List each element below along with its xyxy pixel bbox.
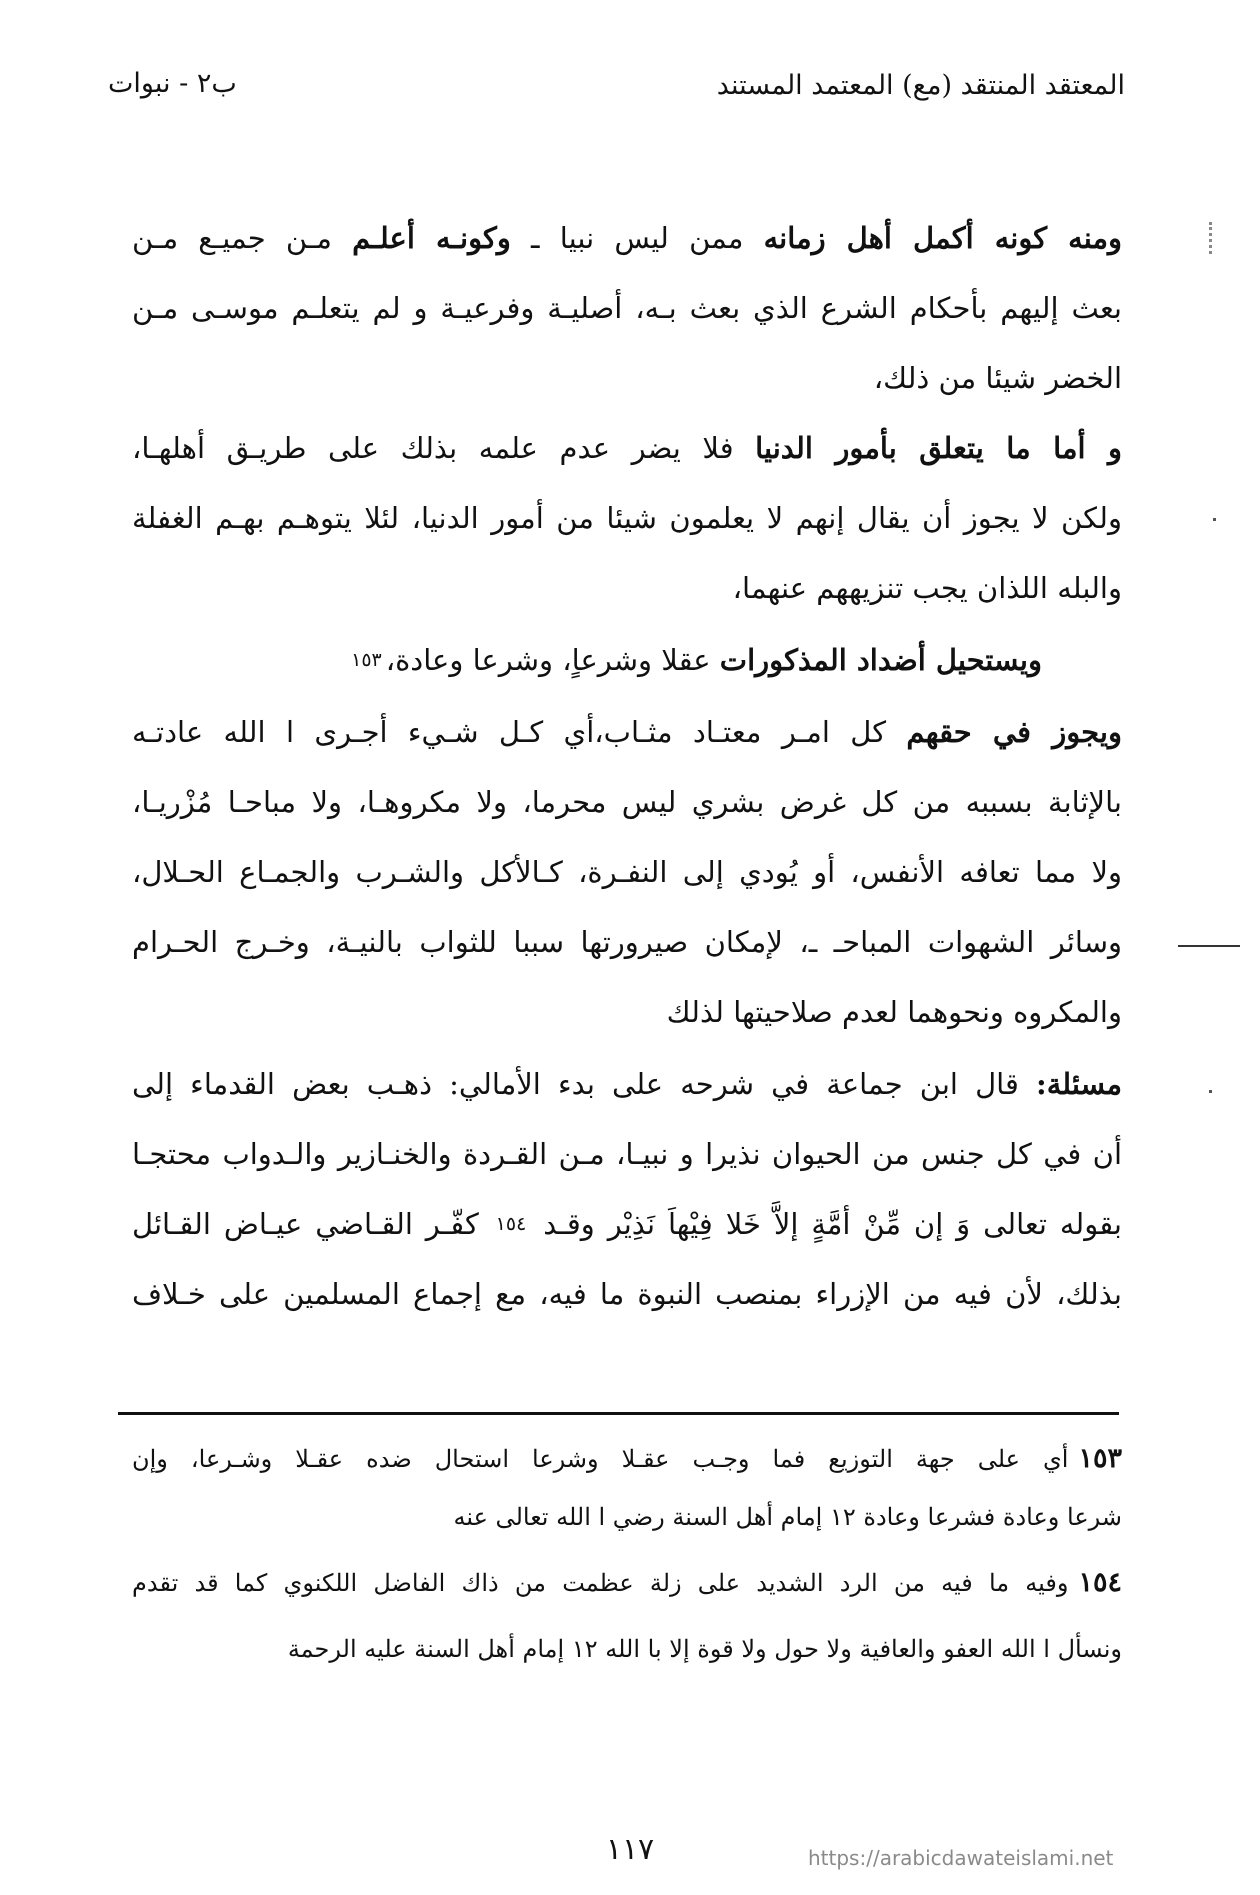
bold-phrase: وكونـه أعلـم — [352, 221, 511, 255]
text-run: أي على جهة التوزيع فما وجـب عقـلا وشرعا استحال ضده عقـلا وشـرعا، وإن — [132, 1445, 1069, 1473]
scan-mark — [1206, 222, 1212, 254]
text-run: قال ابن جماعة في شرحه على بدء الأمالي: ذهـب بعض القدماء إلى — [132, 1067, 1036, 1101]
body-line: بذلك، لأن فيه من الإزراء بمنصب النبوة ما فيه، مع إجماع المسلمين على خـلاف — [132, 1277, 1122, 1311]
footnote-number: ١٥٣ — [1078, 1443, 1122, 1474]
scan-mark — [1213, 518, 1216, 521]
text-run: كل امـر معتـاد مثـاب،أي كـل شـيء أجـرى ا الله عادتـه — [132, 715, 907, 749]
text-run: عقلا وشرعاٍ، وشرعا وعادة، — [385, 643, 720, 677]
footnote-line — [132, 1566, 1122, 1600]
bold-phrase: ومنه كونه أكمل أهل زمانه — [763, 221, 1123, 255]
body-line: ولا مما تعافه الأنفس، أو يُودي إلى النفـرة، كـالأكل والشـرب والجمـاع الحـلال، — [132, 855, 1122, 889]
text-run: كفّـر القـاضي عيـاض القـائل — [132, 1207, 492, 1241]
body-line: بالإثابة بسببه من كل غرض بشري ليس محرما، ولا مكروهـا، ولا مباحـا مُزْريـا، — [132, 785, 1122, 819]
text-run: بقوله تعالى وَ إن مِّنْ أمَّةٍ إلاَّ خَلا فِيْهاَ نَذِيْر وقـد — [530, 1207, 1122, 1241]
body-line — [132, 1064, 1122, 1104]
body-line: أن في كل جنس من الحيوان نذيرا و نبيـا، مـن القـردة والخنـازير والـدواب محتجـا — [132, 1137, 1122, 1171]
footnote-line: شرعا وعادة فشرعا وعادة ١٢ إمام أهل السنة رضي ا الله تعالى عنه — [453, 1503, 1122, 1531]
body-line — [132, 218, 1122, 258]
bold-phrase: مسئلة: — [1035, 1067, 1122, 1101]
body-line — [132, 640, 1042, 680]
section-label: ب٢ - نبوات — [108, 68, 237, 99]
body-line: والبله اللذان يجب تنزيههم عنهما، — [732, 571, 1122, 605]
body-line: والمكروه ونحوهما لعدم صلاحيتها لذلك — [666, 995, 1122, 1029]
bold-phrase: و أما ما يتعلق بأمور الدنيا — [755, 431, 1122, 465]
site-watermark[interactable]: https://arabicdawateislami.net — [808, 1846, 1114, 1870]
scan-mark — [1178, 945, 1240, 947]
running-title: المعتقد المنتقد (مع) المعتمد المستند — [716, 70, 1125, 101]
body-line: الخضر شيئا من ذلك، — [873, 361, 1122, 395]
text-run: فلا يضر عدم علمه بذلك على طريـق أهلهـا، — [132, 431, 756, 465]
scan-mark — [1209, 1090, 1212, 1093]
footnote-line — [132, 1442, 1122, 1476]
footnote-separator — [118, 1412, 1119, 1415]
body-line — [132, 428, 1122, 468]
footnote-line: ونسأل ا الله العفو والعافية ولا حول ولا قوة إلا با الله ١٢ إمام أهل السنة عليه الرحمة — [287, 1635, 1122, 1663]
body-line: بعث إليهم بأحكام الشرع الذي بعث بـه، أصليـة وفرعيـة و لم يتعلـم موسـى مـن — [132, 291, 1122, 325]
text-run: مـن جميـع مـن — [132, 221, 353, 255]
text-run: ممن ليس نبيا ـ — [510, 221, 764, 255]
page-number: ١١٧ — [605, 1832, 655, 1867]
footnote-number: ١٥٤ — [1078, 1567, 1122, 1598]
bold-phrase: ويجوز في حقهم — [906, 715, 1122, 749]
bold-phrase: ويستحيل أضداد المذكورات — [719, 643, 1042, 677]
body-line: ولكن لا يجوز أن يقال إنهم لا يعلمون شيئا من أمور الدنيا، لئلا يتوهـم بهـم الغفلة — [132, 501, 1122, 535]
footnote-ref[interactable]: ١٥٤ — [495, 1213, 527, 1235]
body-line: وسائر الشهوات المباحـ ـ، لإمكان صيرورتها سببا للثواب بالنيـة، وخـرج الحـرام — [132, 925, 1122, 959]
body-line — [132, 712, 1122, 752]
footnote-ref[interactable]: ١٥٣ — [351, 649, 382, 671]
body-line — [132, 1204, 1122, 1244]
text-run: وفيه ما فيه من الرد الشديد على زلة عظمت من ذاك الفاضل اللكنوي كما قد تقدم — [132, 1569, 1069, 1597]
